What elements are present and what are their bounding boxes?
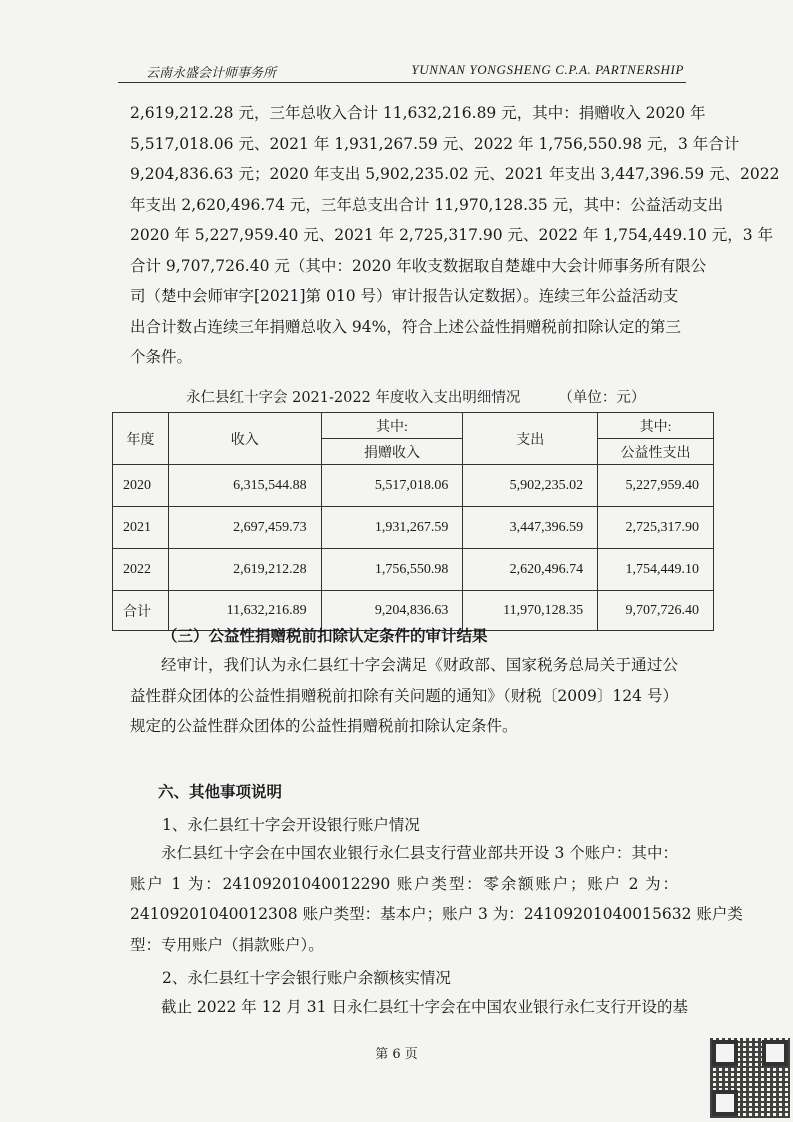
subsection-title: （三）公益性捐赠税前扣除认定条件的审计结果 xyxy=(162,626,488,645)
table-row xyxy=(113,549,714,591)
qr-code-icon xyxy=(710,1038,790,1118)
item-title: 2、永仁县红十字会银行账户余额核实情况 xyxy=(162,969,451,987)
text-line: 5,517,018.06 元、2021 年 1,931,267.59 元、2022 年 1,756,550.98 元，3 年合计 xyxy=(130,134,740,153)
text-line: 益性群众团体的公益性捐赠税前扣除有关问题的通知》（财税〔2009〕124 号） xyxy=(130,686,678,705)
firm-name-cn: 云南永盛会计师事务所 xyxy=(146,66,277,81)
cell-donation: 5,517,018.06 xyxy=(321,465,463,507)
header-of-which: 其中: xyxy=(598,413,714,439)
text-line: 账户 1 为：24109201040012290 账户类型：零余额账户；账户 2 为： xyxy=(130,874,678,893)
text-line: 年支出 2,620,496.74 元，三年总支出合计 11,970,128.35 元，其中：公益活动支出 xyxy=(130,195,724,214)
section-title: 六、其他事项说明 xyxy=(158,782,283,801)
header-expense: 支出 xyxy=(463,413,598,465)
text-line: 合计 9,707,726.40 元（其中：2020 年收支数据取自楚雄中大会计师事务所有限公 xyxy=(130,256,707,275)
text-line: 2,619,212.28 元，三年总收入合计 11,632,216.89 元，其中：捐赠收入 2020 年 xyxy=(130,104,706,122)
header-public-expense: 公益性支出 xyxy=(598,439,714,465)
text-line: 9,204,836.63 元；2020 年支出 5,902,235.02 元、2021 年支出 3,447,396.59 元、2022 xyxy=(130,165,780,183)
paragraph-balance-check xyxy=(130,992,688,1023)
paragraph-bank-accounts xyxy=(130,838,743,960)
text-line: 司（楚中会师审字[2021]第 010 号）审计报告认定数据）。连续三年公益活动支 xyxy=(130,287,679,305)
cell-public: 2,725,317.90 xyxy=(598,507,714,549)
cell-public: 5,227,959.40 xyxy=(598,465,714,507)
cell-year: 2021 xyxy=(113,507,169,549)
text-line: 永仁县红十字会在中国农业银行永仁县支行营业部共开设 3 个账户：其中： xyxy=(161,844,678,862)
paragraph-income-summary xyxy=(130,98,780,373)
cell-year: 2020 xyxy=(113,465,169,507)
firm-name-en: YUNNAN YONGSHENG C.P.A. PARTNERSHIP xyxy=(411,62,684,77)
paragraph-audit-result xyxy=(130,650,678,742)
cell-expense: 5,902,235.02 xyxy=(463,465,598,507)
cell-income: 2,697,459.73 xyxy=(168,507,321,549)
header-donation: 捐赠收入 xyxy=(321,439,463,465)
cell-year: 2022 xyxy=(113,549,169,591)
cell-income: 6,315,544.88 xyxy=(168,465,321,507)
table-title: 永仁县红十字会 2021-2022 年度收入支出明细情况 xyxy=(186,390,521,406)
header-year: 年度 xyxy=(113,413,169,465)
text-line: 经审计，我们认为永仁县红十字会满足《财政部、国家税务总局关于通过公 xyxy=(161,656,678,674)
item-title: 1、永仁县红十字会开设银行账户情况 xyxy=(162,816,420,834)
cell-expense: 2,620,496.74 xyxy=(463,549,598,591)
cell-income: 11,632,216.89 xyxy=(168,591,321,631)
header-income: 收入 xyxy=(168,413,321,465)
cell-expense: 3,447,396.59 xyxy=(463,507,598,549)
text-line: 截止 2022 年 12 月 31 日永仁县红十字会在中国农业银行永仁支行开设的基 xyxy=(161,998,688,1016)
header-of-which: 其中: xyxy=(321,413,463,439)
page-number: 第 6 页 xyxy=(375,1047,418,1062)
table-row xyxy=(113,465,714,507)
cell-public: 9,707,726.40 xyxy=(598,591,714,631)
text-line: 规定的公益性群众团体的公益性捐赠税前扣除认定条件。 xyxy=(130,717,518,735)
table-row xyxy=(113,507,714,549)
cell-donation: 9,204,836.63 xyxy=(321,591,463,631)
cell-year: 合计 xyxy=(113,591,169,631)
income-expense-table xyxy=(112,412,714,631)
text-line: 个条件。 xyxy=(130,348,193,366)
text-line: 2020 年 5,227,959.40 元、2021 年 2,725,317.90 元、2022 年 1,754,449.10 元，3 年 xyxy=(130,226,774,244)
cell-income: 2,619,212.28 xyxy=(168,549,321,591)
cell-public: 1,754,449.10 xyxy=(598,549,714,591)
text-line: 型：专用账户（捐款账户）。 xyxy=(130,935,324,954)
cell-donation: 1,931,267.59 xyxy=(321,507,463,549)
cell-donation: 1,756,550.98 xyxy=(321,549,463,591)
cell-expense: 11,970,128.35 xyxy=(463,591,598,631)
text-line: 出合计数占连续三年捐赠总收入 94%，符合上述公益性捐赠税前扣除认定的第三 xyxy=(130,317,681,336)
page-header xyxy=(118,58,686,83)
text-line: 24109201040012308 账户类型：基本户；账户 3 为：24109201040015632 账户类 xyxy=(130,905,743,923)
table-unit: （单位：元） xyxy=(558,390,646,406)
table-caption xyxy=(186,386,686,407)
